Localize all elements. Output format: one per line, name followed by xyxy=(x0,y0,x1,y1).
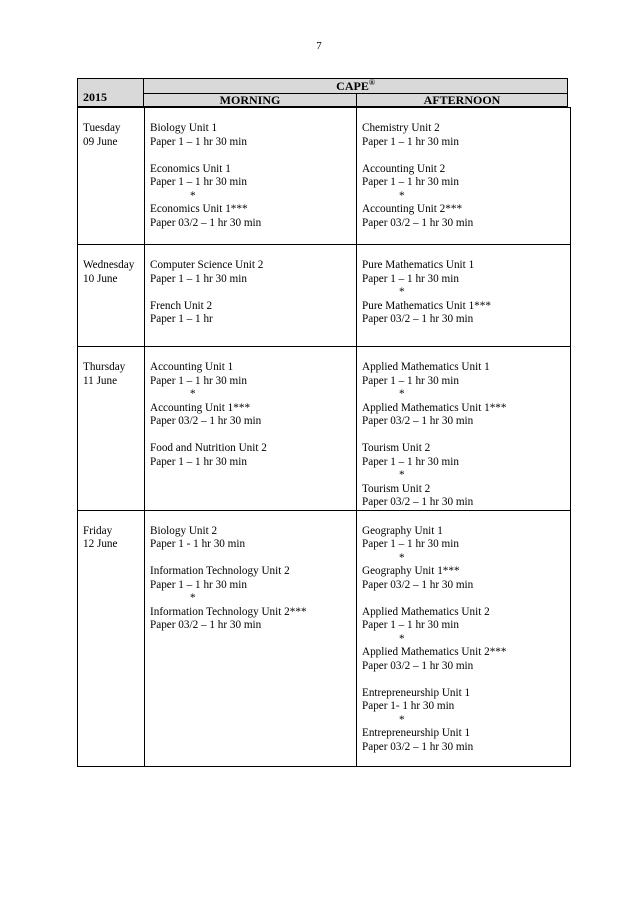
exam-subject: Entrepreneurship Unit 1 xyxy=(362,686,471,699)
exam-subject: Geography Unit 1 xyxy=(362,524,443,537)
year-header-cell xyxy=(77,78,144,107)
exam-paper: Paper 1 – 1 hr 30 min xyxy=(362,455,459,468)
exam-entry xyxy=(362,163,570,231)
exam-paper: Paper 1 – 1 hr xyxy=(150,313,213,325)
day-cell xyxy=(78,245,145,347)
exam-paper: Paper 1 – 1 hr 30 min xyxy=(362,374,459,387)
exam-entry xyxy=(150,361,356,429)
year-label: 2015 xyxy=(83,90,107,104)
exam-paper: Paper 03/2 – 1 hr 30 min xyxy=(362,216,474,229)
timetable-row xyxy=(78,347,571,511)
day-date: 11 June xyxy=(83,374,118,387)
separator-asterisk: * xyxy=(190,388,196,400)
exam-subject: Biology Unit 2 xyxy=(150,524,218,537)
exam-paper: Paper 1 – 1 hr 30 min xyxy=(150,455,247,468)
exam-entry xyxy=(362,606,570,674)
exam-entry xyxy=(362,687,570,755)
exam-subject: Accounting Unit 1 xyxy=(150,361,234,373)
day-name: Wednesday xyxy=(83,259,135,271)
exam-subject: Information Technology Unit 2*** xyxy=(150,605,307,618)
morning-session-cell xyxy=(145,510,357,766)
timetable-row xyxy=(78,245,571,347)
day-date: 09 June xyxy=(83,135,118,148)
exam-paper: Paper 03/2 – 1 hr 30 min xyxy=(150,216,262,229)
exam-paper: Paper 03/2 – 1 hr 30 min xyxy=(362,415,474,427)
exam-entry xyxy=(362,122,570,149)
exam-paper: Paper 03/2 – 1 hr 30 min xyxy=(362,740,474,753)
exam-subject: Applied Mathematics Unit 2 xyxy=(362,605,490,618)
day-date: 12 June xyxy=(83,538,118,550)
exam-paper: Paper 03/2 – 1 hr 30 min xyxy=(150,619,262,631)
exam-entry xyxy=(150,525,356,552)
day-date: 10 June xyxy=(83,272,118,285)
exam-paper: Paper 03/2 – 1 hr 30 min xyxy=(362,313,474,325)
exam-subject: Applied Mathematics Unit 1*** xyxy=(362,401,507,414)
exam-paper: Paper 1 – 1 hr 30 min xyxy=(362,272,459,285)
exam-subject: Tourism Unit 2 xyxy=(362,442,431,454)
exam-subject: Accounting Unit 1*** xyxy=(150,401,251,414)
exam-subject: Accounting Unit 2 xyxy=(362,162,446,175)
exam-entry xyxy=(150,122,356,149)
day-name: Tuesday xyxy=(83,122,121,134)
afternoon-session-cell xyxy=(357,245,571,347)
separator-asterisk: * xyxy=(190,592,196,604)
exam-subject: Tourism Unit 2 xyxy=(362,482,431,495)
separator-asterisk: * xyxy=(399,713,405,726)
exam-paper: Paper 1 – 1 hr 30 min xyxy=(362,619,459,631)
exam-subject: Economics Unit 1*** xyxy=(150,203,248,215)
separator-asterisk: * xyxy=(399,189,405,202)
afternoon-session-cell xyxy=(357,510,571,766)
exam-entry xyxy=(362,525,570,593)
morning-session-cell xyxy=(145,347,357,511)
exam-subject: Chemistry Unit 2 xyxy=(362,122,440,134)
morning-label: MORNING xyxy=(219,93,281,107)
exam-paper: Paper 1 - 1 hr 30 min xyxy=(150,538,246,550)
exam-paper: Paper 03/2 – 1 hr 30 min xyxy=(150,415,262,427)
exam-subject: Information Technology Unit 2 xyxy=(150,565,290,577)
exam-subject: French Unit 2 xyxy=(150,299,213,312)
timetable-header xyxy=(77,78,568,107)
exam-subject: Geography Unit 1*** xyxy=(362,565,460,577)
afternoon-header-cell xyxy=(356,93,568,107)
separator-asterisk: * xyxy=(399,551,405,564)
exam-subject: Accounting Unit 2*** xyxy=(362,203,463,215)
exam-entry xyxy=(150,300,356,327)
morning-session-cell xyxy=(145,245,357,347)
exam-entry xyxy=(150,259,356,286)
separator-asterisk: * xyxy=(190,189,196,202)
timetable-row xyxy=(78,108,571,245)
exam-paper: Paper 03/2 – 1 hr 30 min xyxy=(362,578,474,591)
exam-entry xyxy=(150,163,356,231)
exam-paper: Paper 1 – 1 hr 30 min xyxy=(362,538,459,550)
exam-paper: Paper 1 – 1 hr 30 min xyxy=(362,176,459,188)
exam-subject: Applied Mathematics Unit 2*** xyxy=(362,646,507,658)
separator-asterisk: * xyxy=(399,388,405,400)
exam-entry xyxy=(150,565,356,633)
exam-subject: Entrepreneurship Unit 1 xyxy=(362,727,471,739)
day-cell xyxy=(78,510,145,766)
exam-label: CAPE xyxy=(336,79,369,93)
exam-paper: Paper 1 – 1 hr 30 min xyxy=(362,135,459,148)
separator-asterisk: * xyxy=(399,469,405,481)
exam-subject: Biology Unit 1 xyxy=(150,122,218,134)
timetable-row xyxy=(78,510,571,766)
afternoon-label: AFTERNOON xyxy=(423,93,501,107)
day-cell xyxy=(78,347,145,511)
exam-entry xyxy=(362,361,570,429)
exam-entry xyxy=(362,442,570,510)
exam-entry xyxy=(362,259,570,327)
exam-header-cell xyxy=(144,78,568,93)
timetable-body xyxy=(78,108,571,767)
exam-subject: Food and Nutrition Unit 2 xyxy=(150,442,267,454)
separator-asterisk: * xyxy=(399,286,405,298)
day-cell xyxy=(78,108,145,245)
exam-paper: Paper 03/2 – 1 hr 30 min xyxy=(362,659,474,672)
timetable xyxy=(77,107,571,767)
exam-paper: Paper 03/2 – 1 hr 30 min xyxy=(362,496,474,508)
exam-paper: Paper 1 – 1 hr 30 min xyxy=(150,272,247,285)
exam-subject: Pure Mathematics Unit 1 xyxy=(362,259,475,271)
exam-paper: Paper 1 – 1 hr 30 min xyxy=(150,578,247,591)
exam-subject: Applied Mathematics Unit 1 xyxy=(362,361,490,373)
exam-entry xyxy=(150,442,356,469)
day-name: Friday xyxy=(83,524,113,537)
exam-paper: Paper 1 – 1 hr 30 min xyxy=(150,374,247,387)
morning-header-cell xyxy=(144,93,356,107)
exam-subject: Computer Science Unit 2 xyxy=(150,259,264,271)
page-number: 7 xyxy=(316,40,322,52)
registered-mark: ® xyxy=(368,78,375,87)
exam-paper: Paper 1- 1 hr 30 min xyxy=(362,700,455,712)
afternoon-session-cell xyxy=(357,108,571,245)
day-name: Thursday xyxy=(83,361,126,373)
exam-paper: Paper 1 – 1 hr 30 min xyxy=(150,135,247,148)
separator-asterisk: * xyxy=(399,632,405,645)
exam-subject: Economics Unit 1 xyxy=(150,162,231,175)
exam-subject: Pure Mathematics Unit 1*** xyxy=(362,299,491,312)
afternoon-session-cell xyxy=(357,347,571,511)
exam-paper: Paper 1 – 1 hr 30 min xyxy=(150,176,247,188)
morning-session-cell xyxy=(145,108,357,245)
